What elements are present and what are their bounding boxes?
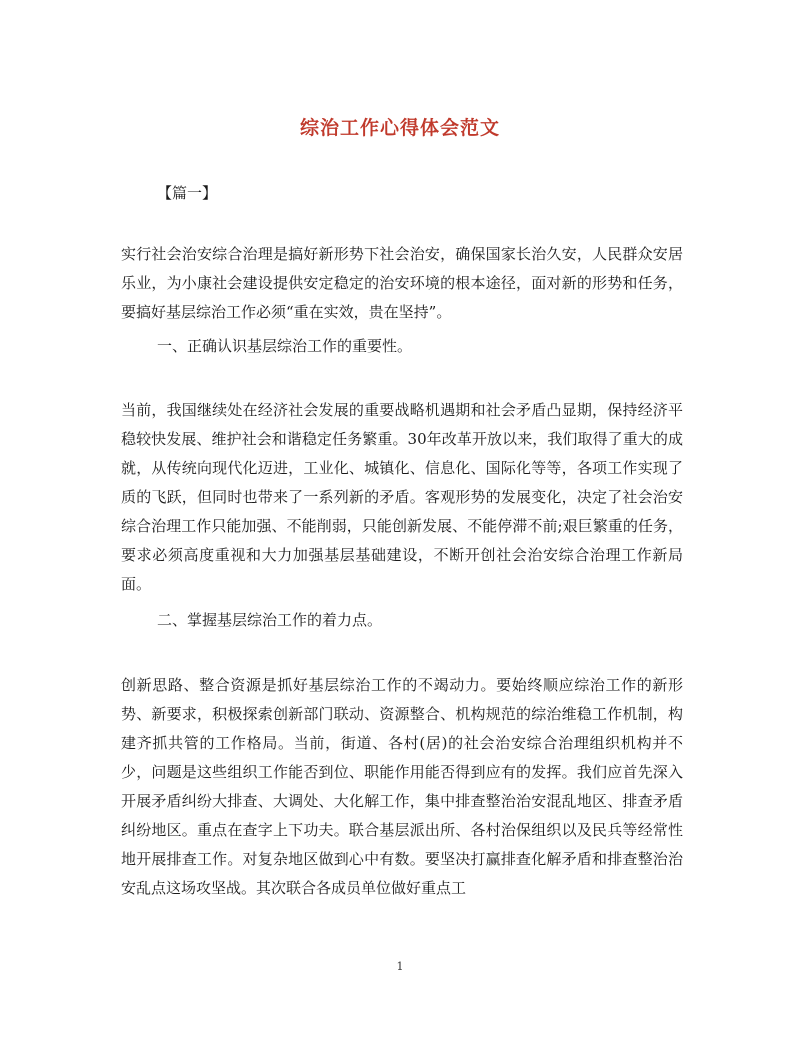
paragraph-innovation: 创新思路、整合资源是抓好基层综治工作的不竭动力。要始终顺应综治工作的新形势、新要求，积极探索创新部门联动、资源整合、机构规范的综治维稳工作机制，构建齐抓共管的工作格局。当前，街道、各村(居)的社会治安综合治理组织机构并不少，问题是这些组织工作能否到位、职能作用能否得到应有的发挥。我们应首先深入开展矛盾纠纷大排查、大调处、大化解工作，集中排查整治治安混乱地区、排查矛盾纠纷地区。重点在查字上下功夫。联合基层派出所、各村治保组织以及民兵等经常性地开展排查工作。对复杂地区做到心中有数。要坚决打赢排查化解矛盾和排查整治治安乱点这场攻坚战。其次联合各成员单位做好重点工 [121, 676, 683, 897]
document-title: 综治工作心得体会范文 [299, 117, 500, 139]
heading-importance: 一、正确认识基层综治工作的重要性。 [157, 337, 413, 355]
heading-focus-points: 二、掌握基层综治工作的着力点。 [157, 611, 383, 629]
page-number: 1 [396, 960, 404, 973]
section-tag: 【篇一】 [157, 184, 218, 202]
paragraph-current-situation: 当前，我国继续处在经济社会发展的重要战略机遇期和社会矛盾凸显期，保持经济平稳较快发展、维护社会和谐稳定任务繁重。30年改革开放以来，我们取得了重大的成就，从传统向现代化迈进，工业化、城镇化、信息化、国际化等等，各项工作实现了质的飞跃，但同时也带来了一系列新的矛盾。客观形势的发展变化，决定了社会治安综合治理工作只能加强、不能削弱，只能创新发展、不能停滞不前;艰巨繁重的任务，要求必须高度重视和大力加强基层基础建设，不断开创社会治安综合治理工作新局面。 [121, 401, 683, 593]
paragraph-intro: 实行社会治安综合治理是搞好新形势下社会治安，确保国家长治久安，人民群众安居乐业，为小康社会建设提供安定稳定的治安环境的根本途径，面对新的形势和任务，要搞好基层综治工作必须“重在实效，贵在坚持”。 [121, 245, 683, 321]
